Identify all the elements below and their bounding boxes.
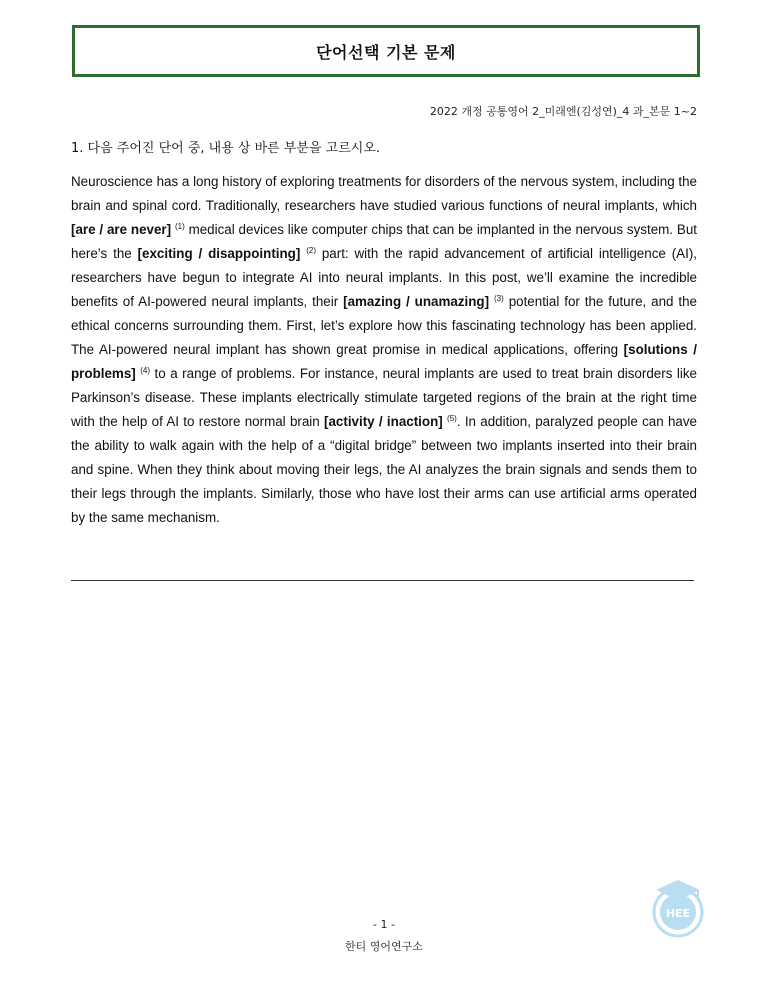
publisher-name: 한티 영어연구소 xyxy=(345,940,423,953)
passage-text xyxy=(71,170,697,530)
passage-segment: Neuroscience has a long history of exploring treatments for disorders of the nervous system, including the brain and spinal cord. Traditionally, researchers have studied various functions of neural implants, which xyxy=(71,174,697,213)
passage-segment: to a range of problems. For instance, neural implants are used to treat brain disorders like Parkinson’s disease. These implants electrically stimulate targeted regions of the brain at the right time with the help of AI to restore normal brain xyxy=(71,366,697,429)
choice-3[interactable]: [amazing / unamazing] xyxy=(343,294,490,309)
choice-number-2: (2) xyxy=(306,246,316,255)
question-prompt: 1. 다음 주어진 단어 중, 내용 상 바른 부분을 고르시오. xyxy=(71,141,381,156)
passage-segment: . In addition, paralyzed people can have the ability to walk again with the help of a “digital bridge” between two implants inserted into their brain and spine. When they think about moving their legs, the AI analyzes the brain signals and sends them to their legs through the implants. Similarly, those who have lost their arms can use artificial arms operated by the same mechanism. xyxy=(71,414,697,525)
choice-2[interactable]: [exciting / disappointing] xyxy=(137,246,301,261)
answer-line xyxy=(71,580,694,581)
source-subtitle: 2022 개정 공통영어 2_미래엔(김성연)_4 과_본문 1~2 xyxy=(429,105,697,118)
title-box xyxy=(72,25,700,77)
passage-segment: medical devices like computer chips that can be implanted in the nervous system. But here’s the xyxy=(71,222,697,261)
logo-text: HEE xyxy=(665,907,691,920)
passage-segment: potential for the future, and the ethical concerns surrounding them. First, let’s explore how this fascinating technology has been applied. The AI-powered neural implant has shown great promise in medical applications, offering xyxy=(71,294,698,357)
choice-1[interactable]: [are / are never] xyxy=(71,222,172,237)
choice-number-1: (1) xyxy=(174,222,185,231)
page-title: 단어선택 기본 문제 xyxy=(316,42,456,62)
choice-4[interactable]: [solutions / problems] xyxy=(71,342,697,381)
choice-5[interactable]: [activity / inaction] xyxy=(324,414,443,429)
choice-number-4: (4) xyxy=(140,366,151,375)
page-number: - 1 - xyxy=(373,918,395,931)
passage-segment: part: with the rapid advancement of artificial intelligence (AI), researchers have begun to integrate AI into neural implants. In this post, we’ll examine the incredible benefits of AI-powered neural implants, their xyxy=(71,246,697,309)
choice-number-5: (5) xyxy=(447,414,457,423)
choice-number-3: (3) xyxy=(494,294,504,303)
